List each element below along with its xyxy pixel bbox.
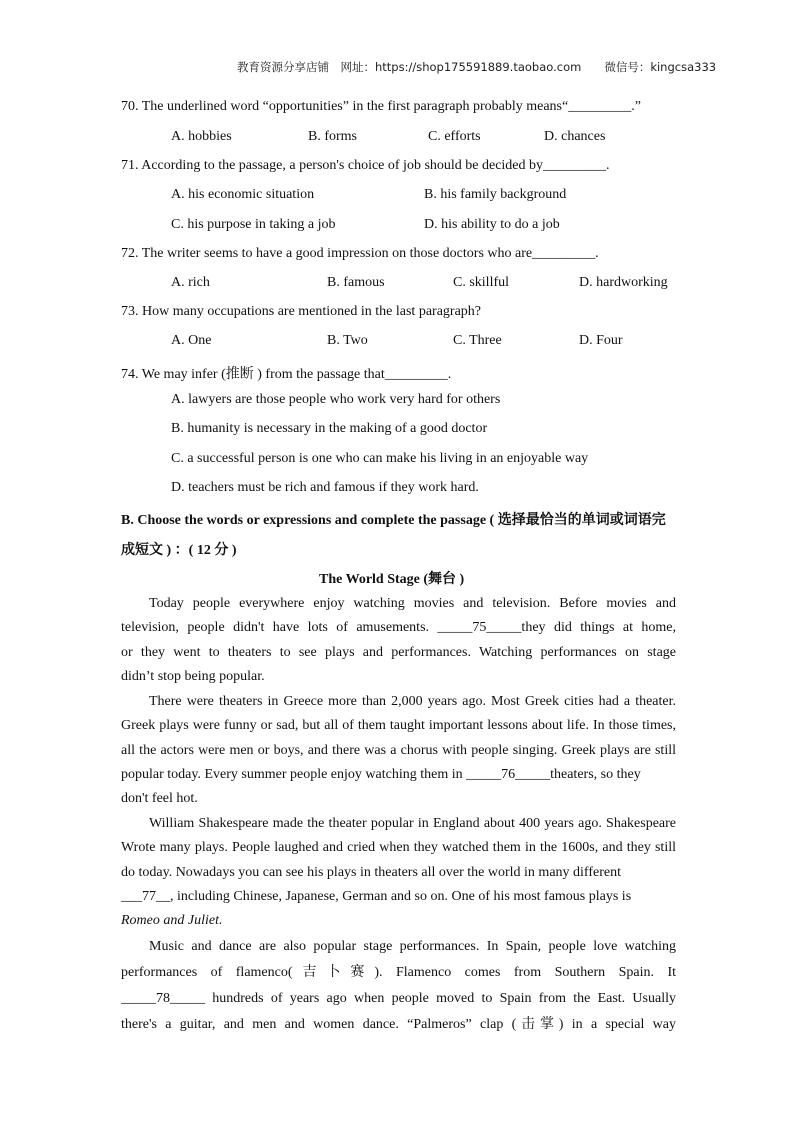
page-header: 教育资源分享店铺 网址：https://shop175591889.taobao.com 微信号：kingcsa333 (237, 60, 717, 74)
p2-line: don't feel hot. (121, 791, 198, 807)
q73-option-d: D. Four (579, 333, 623, 348)
q74-option-c: C. a successful person is one who can make his living in an enjoyable way (171, 451, 589, 466)
p1-line: television, people didn't have lots of amusements. _____75_____they did things at home, (121, 620, 676, 636)
question-73-stem: 73. How many occupations are mentioned in the last paragraph? (121, 304, 481, 319)
p3-line: do today. Nowadays you can see his plays in theaters all over the world in many different (121, 864, 621, 880)
p3-line-play-title: Romeo and Juliet. (121, 913, 223, 929)
q70-option-d: D. chances (544, 129, 606, 144)
q70-option-a: A. hobbies (171, 129, 232, 144)
p4-line: there's a guitar, and men and women dance. “Palmeros” clap (击掌) in a special way (121, 1017, 676, 1032)
passage-paragraph-4 (121, 934, 676, 1038)
p3-line: Wrote many plays. People laughed and cried when they watched them in the 1600s, and they still (121, 840, 676, 856)
section-b-heading-line1: B. Choose the words or expressions and complete the passage ( 选择最恰当的单词或词语完 (121, 513, 666, 528)
p2-line: There were theaters in Greece more than 2,000 years ago. Most Greek cities had a theater. (149, 694, 676, 709)
q70-option-b: B. forms (308, 129, 357, 144)
p2-line: Greek plays were funny or sad, but all of them taught important lessons about life. In those times, (121, 718, 676, 734)
q72-option-b: B. famous (327, 275, 385, 290)
p4-line: _____78_____ hundreds of years ago when people moved to Spain from the East. Usually (121, 991, 676, 1006)
passage-paragraph-1 (121, 592, 676, 689)
q72-option-a: A. rich (171, 275, 210, 290)
q71-option-b: B. his family background (424, 187, 567, 202)
section-b-heading-line2: 成短文 ) ：( 12 分 ) (121, 543, 237, 558)
q71-option-c: C. his purpose in taking a job (171, 217, 336, 232)
q71-option-a: A. his economic situation (171, 187, 315, 202)
p1-line: Today people everywhere enjoy watching movies and television. Before movies and (149, 596, 676, 611)
q72-option-d: D. hardworking (579, 275, 668, 290)
p4-line: performances of flamenco(吉卜赛). Flamenco comes from Southern Spain. It (121, 965, 676, 980)
q73-option-a: A. One (171, 333, 212, 348)
passage-title: The World Stage (舞台 ) (319, 572, 465, 587)
p2-line: all the actors were men or boys, and there was a chorus with people singing. Greek plays are still (121, 742, 676, 758)
p3-line: William Shakespeare made the theater popular in England about 400 years ago. Shakespeare (149, 816, 676, 831)
q73-option-c: C. Three (453, 333, 502, 348)
q71-option-d: D. his ability to do a job (424, 217, 560, 232)
q70-option-c: C. efforts (428, 129, 481, 144)
q73-option-b: B. Two (327, 333, 368, 348)
p1-line: didn’t stop being popular. (121, 668, 265, 684)
question-70-stem: 70. The underlined word “opportunities” in the first paragraph probably means“_________.” (121, 99, 641, 114)
question-71-stem: 71. According to the passage, a person's choice of job should be decided by_________. (121, 158, 610, 173)
passage-paragraph-3 (121, 812, 676, 933)
question-74-stem: 74. We may infer (推断 ) from the passage that_________. (121, 367, 452, 382)
q74-option-a: A. lawyers are those people who work very hard for others (171, 392, 501, 407)
question-72-stem: 72. The writer seems to have a good impression on those doctors who are_________. (121, 246, 599, 261)
passage-paragraph-2 (121, 690, 676, 811)
q74-option-b: B. humanity is necessary in the making of a good doctor (171, 421, 488, 436)
p1-line: or they went to theaters to see plays and performances. Watching performances on stage (121, 644, 676, 660)
p4-line: Music and dance are also popular stage performances. In Spain, people love watching (149, 939, 676, 954)
p3-line: ___77__, including Chinese, Japanese, German and so on. One of his most famous plays is (121, 888, 632, 904)
q72-option-c: C. skillful (453, 275, 510, 290)
p2-line: popular today. Every summer people enjoy watching them in _____76_____theaters, so they (121, 766, 641, 782)
q74-option-d: D. teachers must be rich and famous if they work hard. (171, 480, 479, 495)
